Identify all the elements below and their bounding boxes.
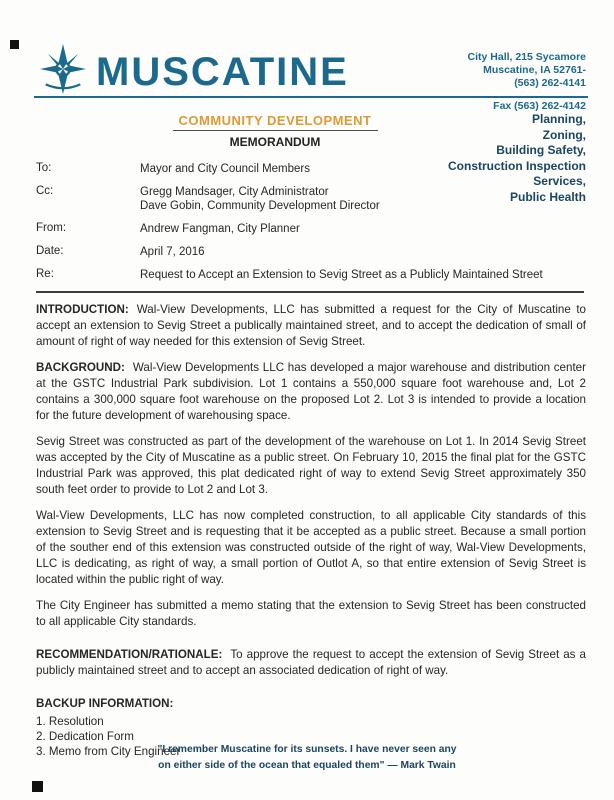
memo-value-line: Dave Gobin, Community Development Director [140, 200, 380, 212]
contact-line-phone: (563) 262-4141 [514, 77, 586, 89]
service-line: Zoning, [542, 127, 586, 142]
memo-label: Cc: [36, 185, 54, 197]
service-line: Services, [533, 174, 586, 188]
contact-line-city: Muscatine, IA 52761- [483, 64, 586, 76]
contact-line-address: City Hall, 215 Sycamore [467, 51, 586, 63]
backup-item: 3. Memo from City Engineer [36, 745, 181, 758]
paragraph-lead: RECOMMENDATION/RATIONALE: [36, 648, 223, 661]
memo-fields [36, 162, 584, 291]
paragraph-text: Wal-View Developments, LLC has submitted a request for the City of Muscatine to accept an extension to Sevig Street a publically maintained street, and to accept the dedication of small of amount of right of way needed for this extension of Sevig Street. [36, 303, 586, 348]
paragraph-lead: INTRODUCTION: [36, 303, 129, 316]
memo-value: Request to Accept an Extension to Sevig Street as a Publicly Maintained Street [140, 269, 543, 281]
paragraph-text: Wal-View Developments LLC has developed a major warehouse and distribution center at the GSTC Industrial Park subdivision. Lot 1 contains a 550,000 square foot warehouse and, Lot 2 contains a 300,000 square foot warehouse on the proposed Lot 2. Lot 3 is intended to provide a location for the future development of warehousing space. [36, 361, 586, 422]
memo-row-date [36, 245, 584, 259]
memo-label: From: [36, 222, 67, 234]
body-paragraph-introduction [36, 302, 586, 350]
city-logo [38, 44, 349, 99]
memo-value: Andrew Fangman, City Planner [140, 223, 300, 235]
body-paragraph [36, 508, 586, 588]
memo-row-to [36, 162, 584, 176]
backup-heading: BACKUP INFORMATION: [36, 697, 174, 710]
memo-label: Re: [36, 268, 54, 280]
footer-quote [0, 742, 614, 774]
header-rule [34, 96, 588, 98]
contact-line-fax: Fax (563) 262-4142 [493, 100, 586, 112]
service-line: Construction Inspection [448, 158, 586, 173]
memo-value-line: Gregg Mandsager, City Administrator [140, 186, 329, 198]
paragraph-text: To approve the request to accept the extension of Sevig Street as a publicly maintained street and to accept an associated dedication of right of way. [36, 648, 586, 677]
service-line: Planning, [532, 112, 586, 126]
logo-wordmark: MUSCATINE [96, 49, 349, 94]
service-line: Building Safety, [496, 143, 586, 157]
body-paragraph [36, 598, 586, 630]
backup-item: 2. Dedication Form [36, 730, 134, 743]
paragraph-text: The City Engineer has submitted a memo stating that the extension to Sevig Street has been constructed to all applicable City standards. [36, 599, 586, 628]
body-paragraph [36, 434, 586, 498]
scan-registration-mark-top [10, 40, 19, 49]
memo-value: Mayor and City Council Members [140, 163, 311, 175]
memo-value [140, 185, 584, 213]
memo-body [36, 302, 586, 759]
backup-item: 1. Resolution [36, 715, 104, 728]
document-type-title: MEMORANDUM [229, 135, 321, 149]
paragraph-text: Wal-View Developments, LLC has now completed construction, to all applicable City standards of this extension to Sevig Street and is requesting that it be accepted as a public street. Because a small portion of the souther end of this extension was constructed outside of the right of way, Wal-View Developments, LLC is dedicating, as right of way, a small portion of Outlot A, so that entire extension of Sevig Street is located within the public right of way. [36, 509, 586, 586]
memo-value: April 7, 2016 [140, 246, 205, 258]
paragraph-lead: BACKGROUND: [36, 361, 125, 374]
service-line: Public Health [509, 189, 586, 204]
memo-label: Date: [36, 245, 64, 257]
paragraph-text: Sevig Street was constructed as part of the development of the warehouse on Lot 1. In 2014 Sevig Street was accepted by the City of Muscatine as a public street. On February 10, 2015 the final plat for the GSTC Industrial Park was approved, this plat dedicated right of way to extend Sevig Street approximately 350 south feet order to provide to Lot 2 and Lot 3. [36, 435, 586, 496]
body-paragraph-background [36, 360, 586, 424]
contact-block [468, 51, 586, 90]
memo-row-from [36, 222, 584, 236]
body-paragraph-recommendation [36, 647, 586, 679]
footer-quote-line-2: on either side of the ocean that equaled them" — Mark Twain [158, 760, 456, 771]
memo-label: To: [36, 162, 52, 174]
memo-row-re [36, 268, 584, 282]
memo-divider-rule [36, 291, 584, 293]
footer-quote-line-1: "I remember Muscatine for its sunsets. I have never seen any [157, 744, 457, 755]
pearl-compass-icon [38, 44, 88, 99]
department-title: COMMUNITY DEVELOPMENT [173, 113, 378, 131]
scan-registration-mark-bottom [32, 781, 43, 792]
memo-row-cc [36, 185, 584, 213]
header-center-block [35, 112, 515, 149]
